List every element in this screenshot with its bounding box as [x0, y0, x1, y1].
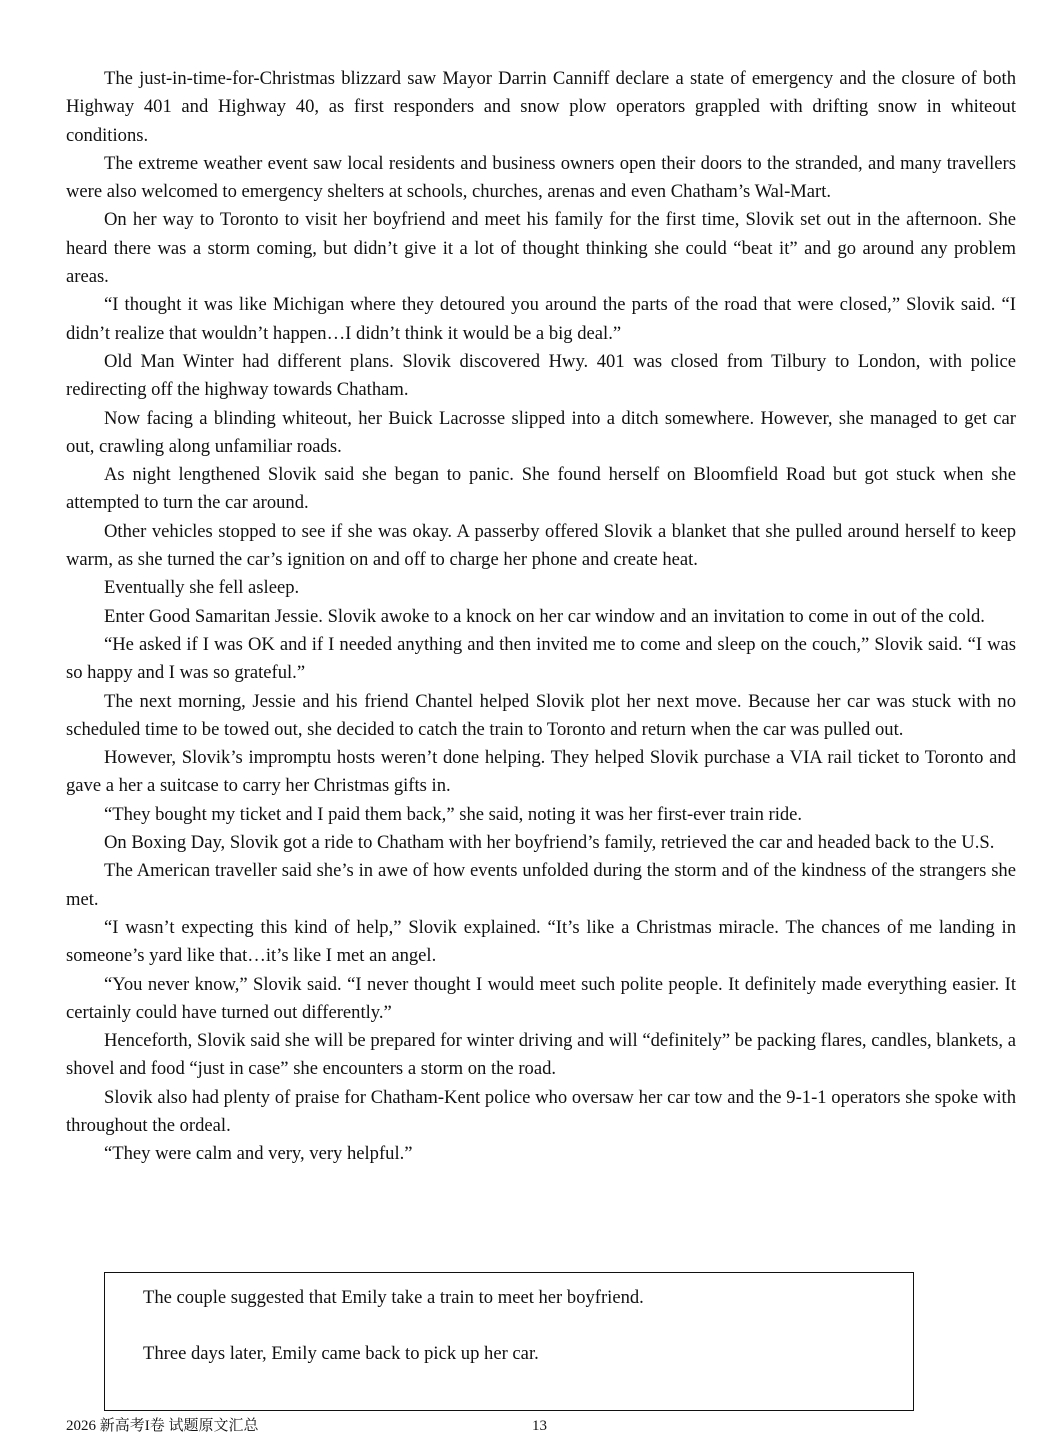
article-paragraph: Enter Good Samaritan Jessie. Slovik awoke to a knock on her car window and an invitation to come in out of the cold. — [104, 605, 985, 627]
article-paragraph: The just-in-time-for-Christmas blizzard saw Mayor Darrin Canniff declare a state of emergency and the closure of both Highway 401 and Highway 40, as first responders and snow plow operators grappled with drifting snow in whiteout conditions. — [66, 68, 1016, 146]
prompt-line-1: The couple suggested that Emily take a train to meet her boyfriend. — [143, 1287, 644, 1308]
article-paragraph: The extreme weather event saw local residents and business owners open their doors to the stranded, and many travellers were also welcomed to emergency shelters at schools, churches, arenas and even Chatham’s Wal-Mart. — [66, 152, 1016, 203]
article-paragraph: As night lengthened Slovik said she began to panic. She found herself on Bloomfield Road but got stuck when she attempted to turn the car around. — [66, 464, 1016, 514]
article-paragraph: Eventually she fell asleep. — [104, 577, 300, 599]
article-paragraph: However, Slovik’s impromptu hosts weren’t done helping. They helped Slovik purchase a VIA rail ticket to Toronto and gave a her a suitcase to carry her Christmas gifts in. — [66, 747, 1016, 797]
footer-source: 2026 新高考I卷 试题原文汇总 — [66, 1418, 259, 1434]
prompt-line-2: Three days later, Emily came back to pick up her car. — [143, 1343, 539, 1364]
article-paragraph: The next morning, Jessie and his friend Chantel helped Slovik plot her next move. Because her car was stuck with no scheduled time to be towed out, she decided to catch the train to Toronto and return when the car was pulled out. — [66, 690, 1016, 740]
article-paragraph: “I wasn’t expecting this kind of help,” Slovik explained. “It’s like a Christmas miracle. The chances of me landing in someone’s yard like that…it’s like I met an angel. — [66, 916, 1016, 967]
article-paragraph: “They were calm and very, very helpful.” — [104, 1143, 413, 1165]
article-paragraph: On her way to Toronto to visit her boyfriend and meet his family for the first time, Slovik set out in the afternoon. She heard there was a storm coming, but didn’t give it a lot of thought thinking she could “beat it” and go around any problem areas. — [66, 209, 1016, 288]
article-body — [66, 65, 1016, 1169]
article-paragraph: Other vehicles stopped to see if she was okay. A passerby offered Slovik a blanket that she pulled around herself to keep warm, as she turned the car’s ignition on and off to charge her phone and create heat. — [66, 520, 1016, 571]
article-paragraph: “He asked if I was OK and if I needed anything and then invited me to come and sleep on the couch,” Slovik said. “I was so happy and I was so grateful.” — [66, 633, 1016, 684]
article-paragraph: “You never know,” Slovik said. “I never thought I would meet such polite people. It definitely made everything easier. It certainly could have turned out differently.” — [66, 973, 1016, 1023]
continuation-prompt-box — [104, 1272, 914, 1411]
article-paragraph: The American traveller said she’s in awe of how events unfolded during the storm and of the kindness of the strangers she met. — [66, 860, 1016, 910]
article-paragraph: Now facing a blinding whiteout, her Buick Lacrosse slipped into a ditch somewhere. However, she managed to get car out, crawling along unfamiliar roads. — [66, 407, 1016, 457]
article-paragraph: Old Man Winter had different plans. Slovik discovered Hwy. 401 was closed from Tilbury to London, with police redirecting off the highway towards Chatham. — [66, 350, 1016, 401]
article-paragraph: Slovik also had plenty of praise for Chatham-Kent police who oversaw her car tow and the 9-1-1 operators she spoke with throughout the ordeal. — [66, 1086, 1016, 1136]
article-paragraph: “They bought my ticket and I paid them back,” she said, noting it was her first-ever train ride. — [104, 803, 803, 825]
article-paragraph: “I thought it was like Michigan where they detoured you around the parts of the road that were closed,” Slovik said. “I didn’t realize that wouldn’t happen…I didn’t think it would be a big deal.” — [66, 294, 1016, 344]
page-number: 13 — [532, 1418, 547, 1434]
article-paragraph: Henceforth, Slovik said she will be prepared for winter driving and will “definitely” be packing flares, candles, blankets, a shovel and food “just in case” she encounters a storm on the road. — [66, 1030, 1016, 1080]
article-paragraph: On Boxing Day, Slovik got a ride to Chatham with her boyfriend’s family, retrieved the car and headed back to the U.S. — [104, 832, 995, 854]
